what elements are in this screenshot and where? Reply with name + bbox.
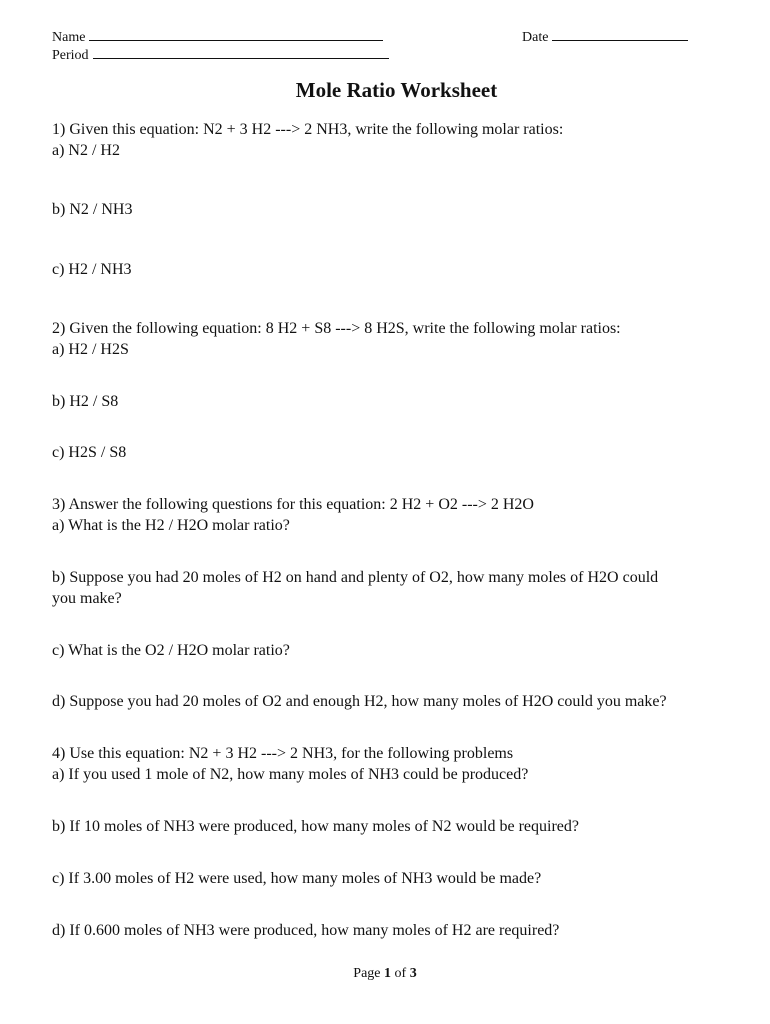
question-3a: a) What is the H2 / H2O molar ratio? <box>52 517 290 534</box>
question-2-prompt: 2) Given the following equation: 8 H2 + S8 ---> 8 H2S, write the following molar ratios: <box>52 320 621 337</box>
period-line <box>93 57 389 59</box>
question-2c: c) H2S / S8 <box>52 444 127 461</box>
period-label: Period <box>52 48 89 63</box>
question-4c: c) If 3.00 moles of H2 were used, how many moles of NH3 would be made? <box>52 870 542 887</box>
question-2b: b) H2 / S8 <box>52 393 119 410</box>
question-4d: d) If 0.600 moles of NH3 were produced, how many moles of H2 are required? <box>52 922 560 939</box>
question-1c: c) H2 / NH3 <box>52 261 132 278</box>
question-1a: a) N2 / H2 <box>52 142 120 159</box>
question-4b: b) If 10 moles of NH3 were produced, how many moles of N2 would be required? <box>52 818 579 835</box>
question-1-prompt: 1) Given this equation: N2 + 3 H2 ---> 2 NH3, write the following molar ratios: <box>52 121 564 138</box>
name-label: Name <box>52 30 86 45</box>
question-3d: d) Suppose you had 20 moles of O2 and enough H2, how many moles of H2O could you make? <box>52 693 667 710</box>
question-3-prompt: 3) Answer the following questions for this equation: 2 H2 + O2 ---> 2 H2O <box>52 496 534 513</box>
name-line <box>89 39 383 41</box>
page-title: Mole Ratio Worksheet <box>295 78 498 102</box>
page-number: 1 <box>384 966 392 981</box>
question-3b: b) Suppose you had 20 moles of H2 on hand and plenty of O2, how many moles of H2O could <box>52 569 659 586</box>
page-footer <box>0 966 770 982</box>
question-3b-continued: you make? <box>52 590 122 607</box>
question-3c: c) What is the O2 / H2O molar ratio? <box>52 642 290 659</box>
question-4a: a) If you used 1 mole of N2, how many moles of NH3 could be produced? <box>52 766 529 783</box>
page-word: Page <box>353 966 381 981</box>
date-line <box>552 39 688 41</box>
date-label: Date <box>522 30 549 45</box>
question-1b: b) N2 / NH3 <box>52 201 133 218</box>
date-field[interactable] <box>522 30 688 46</box>
question-2a: a) H2 / H2S <box>52 341 129 358</box>
question-4-prompt: 4) Use this equation: N2 + 3 H2 ---> 2 NH3, for the following problems <box>52 745 514 762</box>
name-field[interactable] <box>52 30 383 46</box>
of-word: of <box>394 966 407 981</box>
period-field[interactable] <box>52 48 389 64</box>
page-total: 3 <box>409 966 417 981</box>
